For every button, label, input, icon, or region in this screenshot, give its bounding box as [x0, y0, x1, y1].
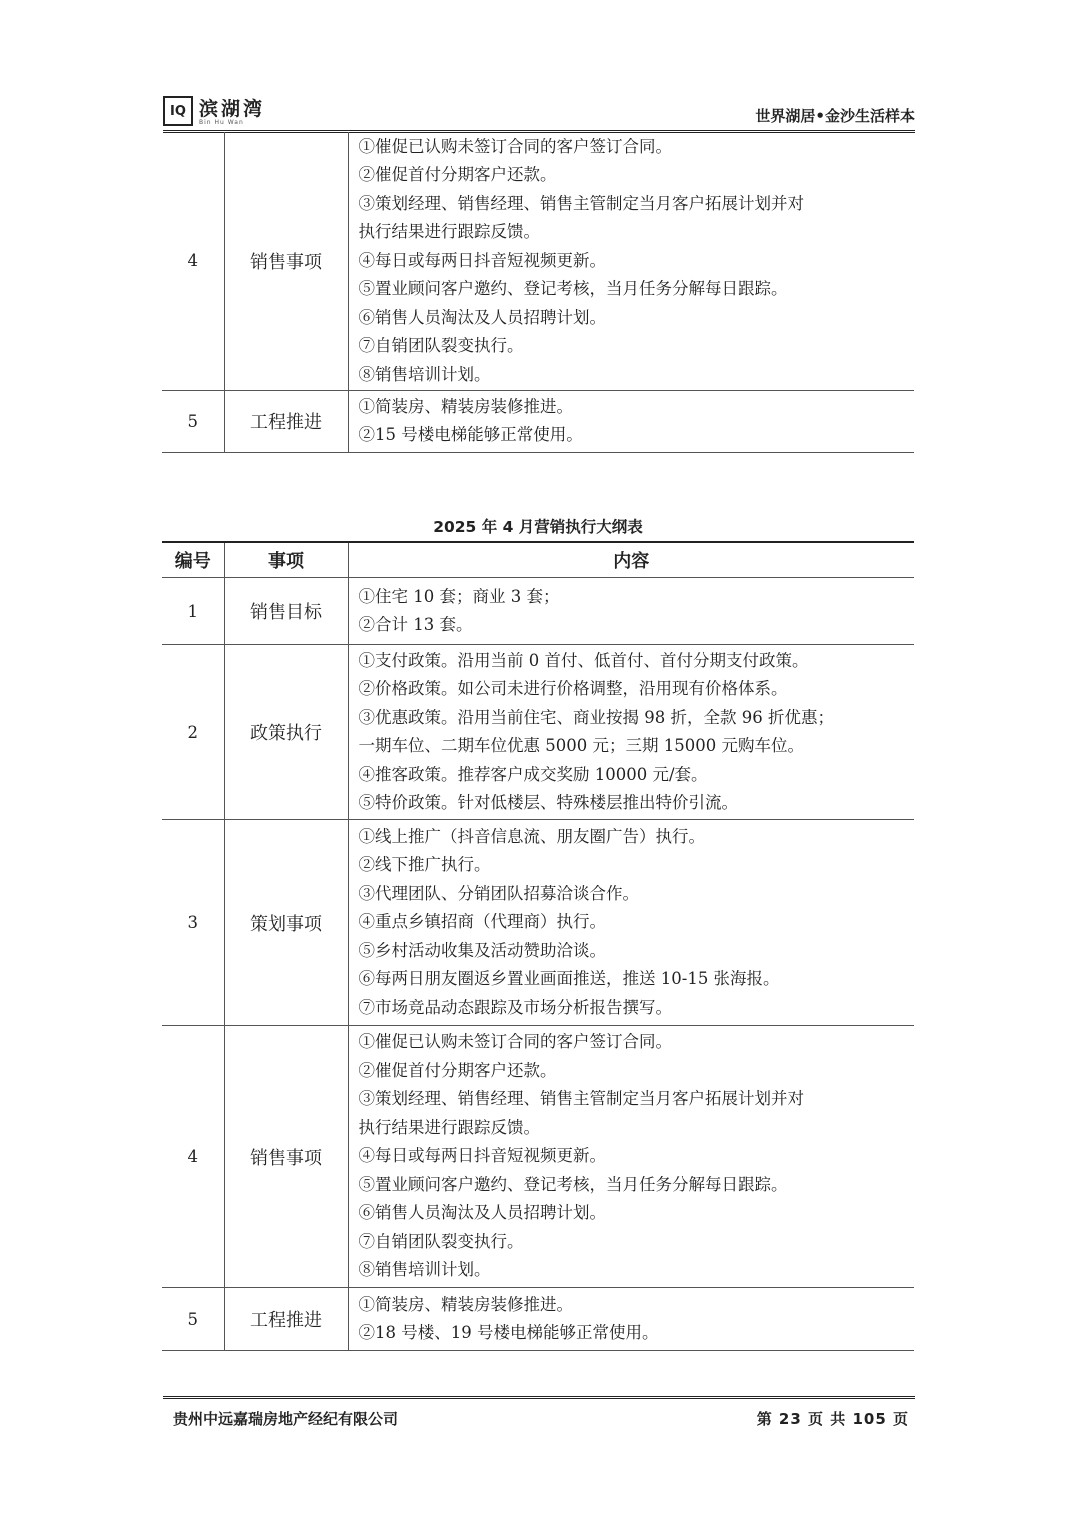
- page-header: [163, 92, 915, 133]
- content-line: ⑧销售培训计划。: [358, 364, 491, 384]
- content-line: ①线上推广（抖音信息流、朋友圈广告）执行。: [358, 826, 705, 846]
- row-number: 4: [162, 1026, 224, 1288]
- content-line: ②18 号楼、19 号楼电梯能够正常使用。: [358, 1323, 659, 1342]
- content-line: 一期车位、二期车位优惠 5000 元；三期 15000 元购车位。: [358, 736, 804, 755]
- content-line: ③代理团队、分销团队招募洽谈合作。: [358, 883, 639, 903]
- row-number: 4: [162, 132, 224, 390]
- header-content: 内容: [348, 542, 914, 578]
- content-line: ⑤特价政策。针对低楼层、特殊楼层推出特价引流。: [358, 793, 738, 812]
- row-content: [348, 1288, 914, 1351]
- content-line: ⑦自销团队裂变执行。: [358, 1231, 524, 1251]
- content-line: ④推客政策。推荐客户成交奖励 10000 元/套。: [358, 764, 708, 784]
- row-category: 工程推进: [224, 390, 348, 452]
- table-row: [162, 645, 914, 820]
- table-row: [162, 390, 914, 452]
- content-line: ③策划经理、销售经理、销售主管制定当月客户拓展计划并对: [358, 193, 804, 213]
- page-footer: [163, 1396, 915, 1431]
- content-line: 执行结果进行跟踪反馈。: [358, 1117, 540, 1137]
- row-category: 策划事项: [224, 820, 348, 1026]
- marketing-outline-table: [162, 541, 914, 1351]
- content-line: ①催促已认购未签订合同的客户签订合同。: [358, 1032, 672, 1052]
- content-line: ②15 号楼电梯能够正常使用。: [358, 425, 583, 444]
- row-content: [348, 820, 914, 1026]
- content-line: ①简装房、精装房装修推进。: [358, 1294, 573, 1314]
- table-header-row: [162, 542, 914, 578]
- content-line: ⑤乡村活动收集及活动赞助洽谈。: [358, 940, 606, 960]
- row-category: 销售目标: [224, 578, 348, 645]
- content-line: ⑥销售人员淘汰及人员招聘计划。: [358, 1203, 606, 1223]
- content-line: ②价格政策。如公司未进行价格调整，沿用现有价格体系。: [358, 679, 788, 698]
- logo-subtitle: Bin Hu Wan: [199, 119, 244, 126]
- row-content: [348, 1026, 914, 1288]
- table-row: [162, 132, 914, 390]
- content-line: ⑥销售人员淘汰及人员招聘计划。: [358, 307, 606, 327]
- row-number: 3: [162, 820, 224, 1026]
- row-number: 5: [162, 390, 224, 452]
- content-line: ⑤置业顾问客户邀约、登记考核，当月任务分解每日跟踪。: [358, 1174, 788, 1194]
- row-content: [348, 578, 914, 645]
- row-number: 5: [162, 1288, 224, 1351]
- row-content: [348, 645, 914, 820]
- content-line: ④每日或每两日抖音短视频更新。: [358, 1146, 606, 1166]
- row-number: 2: [162, 645, 224, 820]
- content-line: ②催促首付分期客户还款。: [358, 165, 557, 184]
- content-line: ①支付政策。沿用当前 0 首付、低首付、首付分期支付政策。: [358, 650, 809, 670]
- content-line: ⑧销售培训计划。: [358, 1260, 491, 1280]
- content-line: ②线下推广执行。: [358, 855, 491, 875]
- table-row: [162, 1288, 914, 1351]
- logo-name: 滨湖湾: [199, 98, 266, 120]
- content-line: ①催促已认购未签订合同的客户签订合同。: [358, 136, 672, 156]
- header-slogan: 世界湖居•金沙生活样本: [755, 107, 915, 125]
- company-logo: [163, 92, 265, 126]
- content-line: ②合计 13 套。: [358, 615, 473, 634]
- content-line: ①简装房、精装房装修推进。: [358, 396, 573, 416]
- content-line: ①住宅 10 套；商业 3 套；: [358, 586, 560, 606]
- row-number: 1: [162, 578, 224, 645]
- content-line: ③策划经理、销售经理、销售主管制定当月客户拓展计划并对: [358, 1089, 804, 1109]
- footer-company: 贵州中远嘉瑞房地产经纪有限公司: [173, 1410, 399, 1428]
- content-line: ⑥每两日朋友圈返乡置业画面推送，推送 10-15 张海报。: [358, 969, 780, 989]
- row-category: 工程推进: [224, 1288, 348, 1351]
- logo-mark: IQ: [163, 96, 193, 126]
- header-number: 编号: [162, 542, 224, 578]
- content-line: ④每日或每两日抖音短视频更新。: [358, 250, 606, 270]
- table-row: [162, 1026, 914, 1288]
- table-row: [162, 578, 914, 645]
- content-line: 执行结果进行跟踪反馈。: [358, 222, 540, 241]
- row-content: [348, 390, 914, 452]
- row-content: [348, 132, 914, 390]
- table-row: [162, 820, 914, 1026]
- continued-table: [162, 132, 914, 453]
- row-category: 销售事项: [224, 1026, 348, 1288]
- content-line: ②催促首付分期客户还款。: [358, 1060, 557, 1080]
- content-line: ⑦市场竞品动态跟踪及市场分析报告撰写。: [358, 997, 672, 1017]
- content-line: ⑦自销团队裂变执行。: [358, 336, 524, 355]
- row-category: 销售事项: [224, 132, 348, 390]
- table-caption: 2025 年 4 月营销执行大纲表: [433, 518, 643, 536]
- content-line: ③优惠政策。沿用当前住宅、商业按揭 98 折，全款 96 折优惠；: [358, 707, 834, 727]
- header-item: 事项: [224, 542, 348, 578]
- content-line: ⑤置业顾问客户邀约、登记考核，当月任务分解每日跟踪。: [358, 279, 788, 298]
- content-line: ④重点乡镇招商（代理商）执行。: [358, 912, 606, 932]
- footer-page-number: 第 23 页 共 105 页: [756, 1410, 909, 1428]
- row-category: 政策执行: [224, 645, 348, 820]
